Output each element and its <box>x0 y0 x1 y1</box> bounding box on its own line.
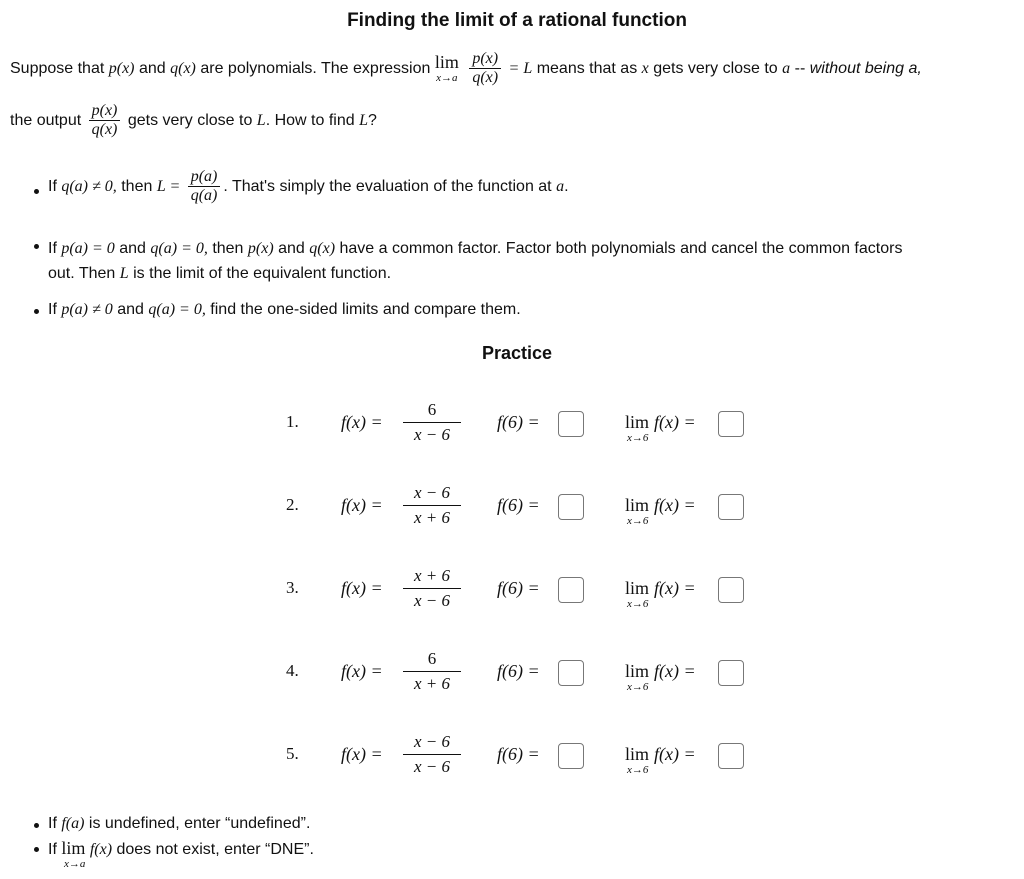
limit-label <box>625 495 696 516</box>
math-qx: q(x) <box>309 240 336 257</box>
f6-answer-input[interactable] <box>558 411 584 437</box>
limit-label <box>625 578 696 599</box>
math-x: x <box>641 60 649 78</box>
rf-numerator: x + 6 <box>403 564 461 589</box>
limit-answer-input[interactable] <box>718 411 744 437</box>
intro-text: means that as <box>536 60 638 78</box>
rf-numerator: x − 6 <box>403 730 461 755</box>
bullet-dot <box>34 309 39 314</box>
f6-answer-input[interactable] <box>558 494 584 520</box>
rule-bullet-2 <box>48 236 902 286</box>
lim-fx: f(x) = <box>654 744 696 764</box>
math-px: p(x) <box>108 60 135 78</box>
rational-function <box>403 730 461 779</box>
rf-denominator: x − 6 <box>413 425 451 444</box>
math-qx: q(x) <box>170 60 196 78</box>
lim-subscript: x→6 <box>627 515 649 527</box>
note-text: does not exist, enter “DNE”. <box>116 841 314 858</box>
lim-fx: f(x) = <box>654 412 696 432</box>
bullet-text: find the one-sided limits and compare them. <box>210 301 521 318</box>
math-L: L <box>256 112 266 130</box>
intro-text-italic: without being a, <box>809 60 922 78</box>
f6-answer-input[interactable] <box>558 743 584 769</box>
fx-label: f(x) = <box>341 412 383 432</box>
fx-label: f(x) = <box>341 744 383 764</box>
lim-word: lim <box>625 412 650 432</box>
rf-denominator: x + 6 <box>413 674 451 693</box>
bullet-text: out. Then <box>48 265 116 282</box>
rf-numerator: 6 <box>403 398 461 423</box>
rf-numerator: 6 <box>403 647 461 672</box>
row-index: 3. <box>286 578 299 597</box>
bullet-text: If <box>48 178 57 196</box>
intro-fraction <box>469 50 501 88</box>
practice-row <box>0 730 1024 790</box>
math-cond: q(a) = 0, <box>148 301 206 318</box>
lim-word: lim <box>625 495 650 515</box>
lim-word: lim <box>625 744 650 764</box>
row-index: 1. <box>286 412 299 431</box>
practice-heading: Practice <box>481 343 553 363</box>
bullet-dot <box>34 823 39 828</box>
math-cond: p(a) ≠ 0 <box>61 301 113 318</box>
bullet-dot <box>34 244 39 249</box>
limit-answer-input[interactable] <box>718 660 744 686</box>
intro-text: ? <box>368 112 377 130</box>
intro-line-2 <box>10 102 377 140</box>
f6-label: f(6) = <box>497 744 540 764</box>
limit-answer-input[interactable] <box>718 494 744 520</box>
intro-text: . How to find <box>265 112 355 130</box>
limit-answer-input[interactable] <box>718 577 744 603</box>
f6-answer-input[interactable] <box>558 577 584 603</box>
practice-row <box>0 481 1024 541</box>
f6-label: f(6) = <box>497 661 540 681</box>
f6-label: f(6) = <box>497 578 540 598</box>
math-a: a <box>556 178 565 196</box>
rf-denominator: x − 6 <box>413 757 451 776</box>
intro-text: and <box>138 60 166 78</box>
bullet-text: If <box>48 240 57 257</box>
lim-subscript: x→6 <box>627 681 649 693</box>
rule-bullet-1 <box>48 168 569 206</box>
math-eq-L: = L <box>508 60 533 78</box>
lim-subscript: x→6 <box>627 598 649 610</box>
lim-word: lim <box>434 52 459 73</box>
bullet-dot <box>34 847 39 852</box>
intro-text: Suppose that <box>10 60 105 78</box>
frac-numerator: p(a) <box>188 168 221 187</box>
rule-bullet-3 <box>48 301 521 319</box>
note-text: If <box>48 841 57 858</box>
frac-numerator: p(x) <box>469 50 501 69</box>
frac-denominator: q(a) <box>190 187 218 205</box>
fx-label: f(x) = <box>341 578 383 598</box>
intro-text: are polynomials. The expression <box>200 60 431 78</box>
limit-label <box>625 661 696 682</box>
lim-word: lim <box>625 578 650 598</box>
limit-notation <box>435 53 459 84</box>
row-index: 4. <box>286 661 299 680</box>
bullet-text: . <box>564 178 569 196</box>
rational-function <box>403 647 461 696</box>
note-dne <box>48 838 314 859</box>
bullet-fraction <box>188 168 221 206</box>
bullet-text: If <box>48 301 57 318</box>
lim-subscript: x→6 <box>627 432 649 444</box>
lim-subscript: x→a <box>64 858 86 870</box>
math-cond: q(a) ≠ 0, <box>61 178 117 196</box>
bullet-text: have a common factor. Factor both polynomials and cancel the common factors <box>339 240 903 257</box>
bullet-text: is the limit of the equivalent function. <box>133 265 392 282</box>
math-fa: f(a) <box>61 815 85 832</box>
practice-row <box>0 647 1024 707</box>
lim-fx: f(x) = <box>654 495 696 515</box>
math-px: p(x) <box>247 240 274 257</box>
lim-subscript: x→6 <box>627 764 649 776</box>
note-undefined <box>48 815 310 833</box>
note-text: is undefined, enter “undefined”. <box>88 815 311 832</box>
output-fraction <box>89 102 121 140</box>
bullet-text: then <box>212 240 244 257</box>
bullet-dot <box>34 189 39 194</box>
lim-word: lim <box>61 838 86 858</box>
bullet-text: and <box>119 240 146 257</box>
rf-denominator: x + 6 <box>413 508 451 527</box>
bullet-text: and <box>278 240 305 257</box>
rf-denominator: x − 6 <box>413 591 451 610</box>
math-L: L <box>119 265 129 282</box>
practice-row <box>0 398 1024 458</box>
intro-line-1 <box>10 50 922 88</box>
intro-text: gets very close to <box>653 60 778 78</box>
math-a: a <box>782 60 791 78</box>
row-index: 5. <box>286 744 299 763</box>
rational-function <box>403 398 461 447</box>
frac-denominator: q(x) <box>91 121 118 139</box>
lim-word: lim <box>625 661 650 681</box>
limit-label <box>625 744 696 765</box>
intro-text: -- <box>794 60 806 78</box>
page-title: Finding the limit of a rational function <box>347 10 687 31</box>
intro-text: the output <box>10 112 82 130</box>
rational-function <box>403 481 461 530</box>
math-fx: f(x) <box>89 841 113 858</box>
frac-denominator: q(x) <box>472 69 499 87</box>
math-cond: q(a) = 0, <box>150 240 208 257</box>
limit-answer-input[interactable] <box>718 743 744 769</box>
f6-answer-input[interactable] <box>558 660 584 686</box>
row-index: 2. <box>286 495 299 514</box>
lim-fx: f(x) = <box>654 661 696 681</box>
lim-fx: f(x) = <box>654 578 696 598</box>
intro-text: gets very close to <box>127 112 253 130</box>
bullet-text: . That's simply the evaluation of the function at <box>223 178 552 196</box>
math-cond: p(a) = 0 <box>61 240 115 257</box>
rf-numerator: x − 6 <box>403 481 461 506</box>
note-text: If <box>48 815 57 832</box>
fx-label: f(x) = <box>341 661 383 681</box>
f6-label: f(6) = <box>497 495 540 515</box>
rational-function <box>403 564 461 613</box>
lim-subscript: x→a <box>436 72 458 85</box>
fx-label: f(x) = <box>341 495 383 515</box>
bullet-text: and <box>117 301 144 318</box>
bullet-text: then <box>121 178 153 196</box>
math-L: L <box>359 112 368 130</box>
f6-label: f(6) = <box>497 412 540 432</box>
frac-numerator: p(x) <box>89 102 121 121</box>
limit-label <box>625 412 696 433</box>
practice-row <box>0 564 1024 624</box>
math-L-eq: L = <box>156 178 181 196</box>
